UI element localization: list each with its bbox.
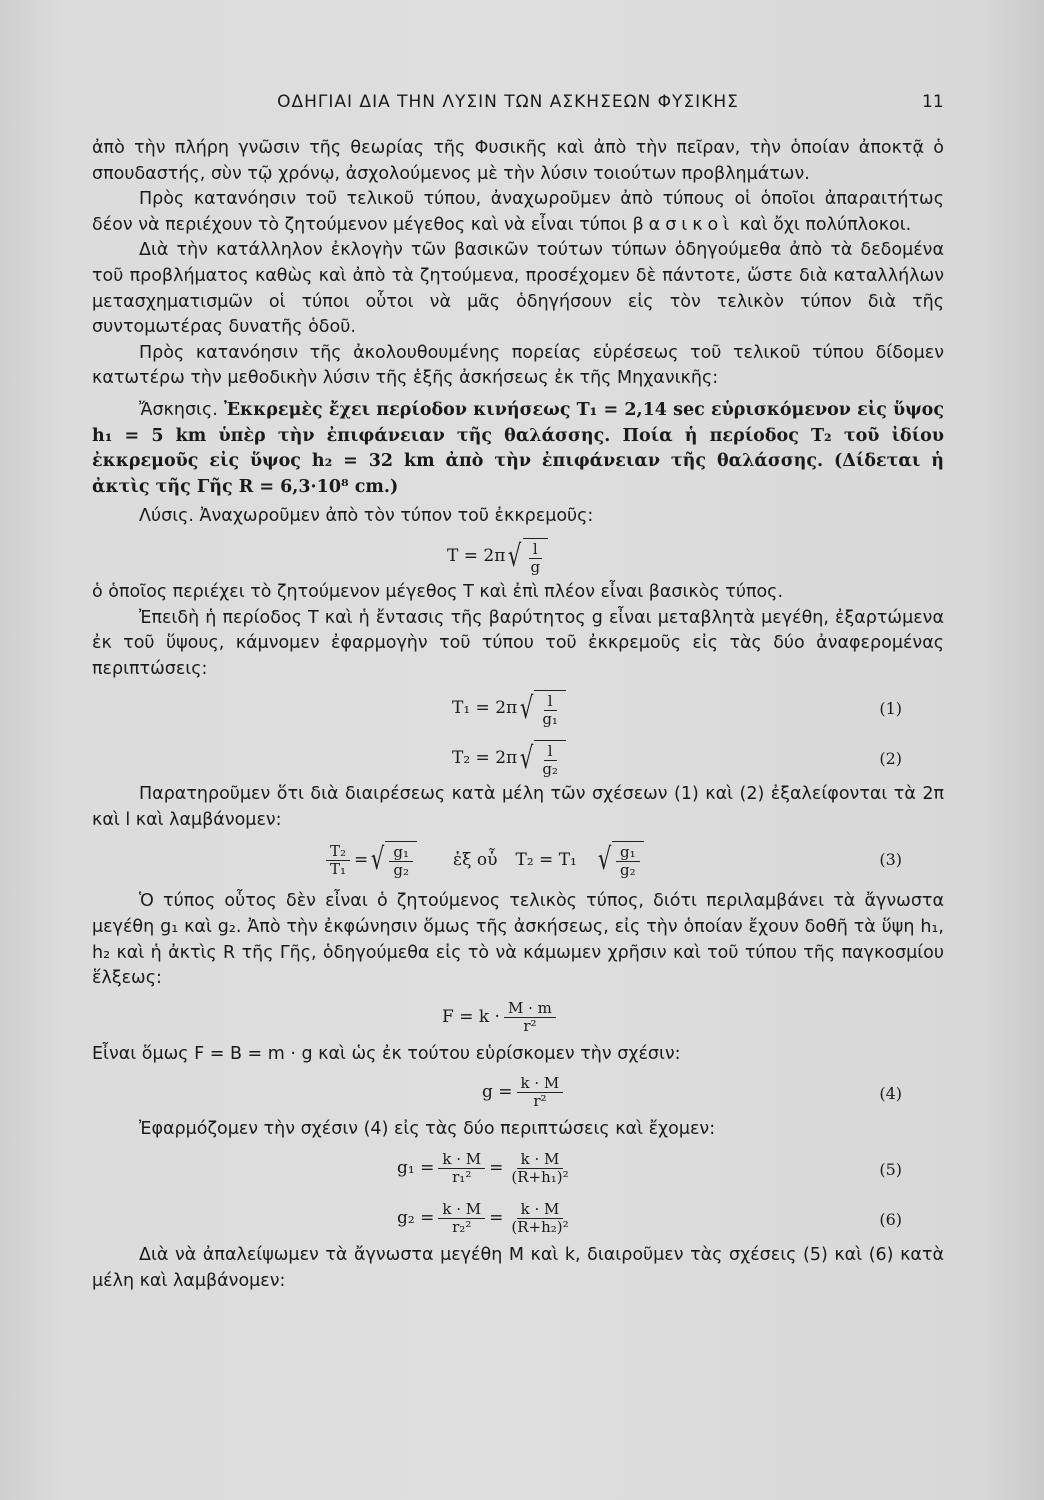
paragraph-text: καὶ ὄχι πολύπλοκοι. <box>739 214 912 235</box>
equation-lhs: F = k · <box>442 1006 500 1027</box>
equation-number: (1) <box>879 699 902 719</box>
fraction-denominator: g₂ <box>619 861 636 880</box>
equation-lhs: T₂ = 2π <box>452 748 518 769</box>
equals-sign: = <box>354 849 369 870</box>
exercise <box>92 398 944 500</box>
fraction-denominator: r² <box>533 1092 547 1111</box>
equals-sign: = <box>489 1207 504 1228</box>
paragraph: Διὰ νὰ ἀπαλείψωμεν τὰ ἄγνωστα μεγέθη M καὶ k, διαιροῦμεν τὰς σχέσεις (5) καὶ (6) κατὰ μέλη καὶ λαμβάνομεν: <box>92 1245 944 1291</box>
equation-lhs: T = 2π <box>447 546 506 567</box>
square-root: √ $\frac{l}{g}$ <box>505 538 548 576</box>
equation-6 <box>92 1193 944 1243</box>
running-header: ΟΔΗΓΙΑΙ ΔΙΑ ΤΗΝ ΛΥΣΙΝ ΤΩΝ ΑΣΚΗΣΕΩΝ ΦΥΣΙΚΗΣ <box>277 92 739 112</box>
fraction <box>517 1075 564 1110</box>
ratio-fraction <box>326 843 350 878</box>
fraction-numerator: M · m <box>504 1000 556 1018</box>
fraction-denominator: g₁ <box>542 710 558 729</box>
fraction-numerator: l <box>544 693 557 711</box>
exercise-text: Ἐκκρεμὲς ἔχει περίοδον κινήσεως T₁ = 2,14 sec εὑρισκόμενον εἰς ὕψος h₁ = 5 km ὑπὲρ τὴν ἐπιφάνειαν τῆς θαλάσσης. Ποία ἡ περίοδος T₂ τοῦ ἰδίου ἐκκρεμοῦς εἰς ὕψος h₂ = 32 km ἀπὸ τὴν ἐπιφάνειαν τῆς θαλάσσης. (Δίδεται ἡ ἀκτὶς τῆς Γῆς R = 6,3·10⁸ cm.) <box>92 399 944 497</box>
fraction-numerator: g₁ <box>389 844 413 862</box>
equation-lhs: g = <box>482 1082 513 1103</box>
fraction-denominator: T₁ <box>330 859 347 878</box>
square-root: √ $\frac{\text{g₁}}{\text{g₂}}$ <box>368 841 417 879</box>
square-root: √ $\frac{l}{\text{g₂}}$ <box>517 740 566 778</box>
equals-sign: = <box>489 1157 504 1178</box>
equation-number: (4) <box>879 1084 902 1104</box>
fraction <box>438 1151 485 1186</box>
fraction <box>507 1201 572 1236</box>
paragraph: Ἐφαρμόζομεν τὴν σχέσιν (4) εἰς τὰς δύο περιπτώσεις καὶ ἔχομεν: <box>139 1119 716 1140</box>
paragraph <box>92 187 944 238</box>
fraction-numerator: k · M <box>438 1151 485 1169</box>
fraction-numerator: k · M <box>438 1201 485 1219</box>
solution-label: Λύσις. <box>139 506 194 527</box>
fraction-numerator: k · M <box>517 1151 564 1169</box>
paragraph: Ἐπειδὴ ἡ περίοδος T καὶ ἡ ἔντασις τῆς βαρύτητος g εἶναι μεταβλητὰ μεγέθη, ἐξαρτώμενα ἐκ τοῦ ὕψους, κάμνομεν ἐφαρμογὴν τοῦ τύπου τοῦ ἐκκρεμοῦς εἰς τὰς δύο ἀναφερομένας περιπτώσεις: <box>92 607 944 679</box>
equation-connector: ἐξ οὗ <box>453 849 498 870</box>
equation-number: (5) <box>879 1160 902 1180</box>
paragraph: Εἶναι ὅμως F = B = m · g καὶ ὡς ἐκ τούτου εὑρίσκομεν τὴν σχέσιν: <box>92 1043 681 1064</box>
equation-3 <box>92 833 944 889</box>
fraction-denominator: g₂ <box>393 861 410 880</box>
square-root: √ $\frac{\text{g₁}}{\text{g₂}}$ <box>595 841 644 879</box>
equation-lhs: g₂ = <box>397 1207 435 1228</box>
square-root: √ $\frac{l}{\text{g₁}}$ <box>517 690 566 728</box>
paragraph-text: Πρὸς κατανόησιν τοῦ τελικοῦ τύπου, ἀναχωροῦμεν ἀπὸ τύπους οἱ ὁποῖοι ἀπαραιτήτως δέον νὰ περιέχουν τὸ ζητούμενον μέγεθος καὶ νὰ εἶναι τύποι <box>92 189 944 235</box>
paragraph: Παρατηροῦμεν ὅτι διὰ διαιρέσεως κατὰ μέλη τῶν σχέσεων (1) καὶ (2) ἐξαλείφονται τὰ 2π καὶ l καὶ λαμβάνομεν: <box>92 784 944 830</box>
equation-2 <box>92 732 944 782</box>
page-body <box>92 136 944 1294</box>
page-number: 11 <box>922 92 944 112</box>
spaced-emphasis: βασικοὶ <box>632 214 735 235</box>
fraction-numerator: l <box>529 541 542 559</box>
fraction-denominator: g₂ <box>542 760 558 779</box>
fraction <box>438 1201 485 1236</box>
paragraph: ἀπὸ τὴν πλήρη γνῶσιν τῆς θεωρίας τῆς Φυσικῆς καὶ ἀπὸ τὴν πεῖραν, τὴν ὁποίαν ἀποκτᾷ ὁ σπουδαστής, σὺν τῷ χρόνῳ, ἀσχολούμενος μὲ τὴν λύσιν τοιούτων προβλημάτων. <box>92 138 944 184</box>
fraction-denominator: r² <box>523 1016 537 1035</box>
equation-newton <box>92 992 944 1042</box>
fraction-denominator: r₁² <box>452 1168 472 1187</box>
equation-lhs: T₂ = T₁ <box>515 849 577 870</box>
fraction-numerator: T₂ <box>326 843 350 861</box>
paragraph: Πρὸς κατανόησιν τῆς ἀκολουθουμένης πορείας εὑρέσεως τοῦ τελικοῦ τύπου δίδομεν κατωτέρω τὴν μεθοδικὴν λύσιν τῆς ἑξῆς ἀσκήσεως ἐκ τῆς Μηχανικῆς: <box>92 342 944 389</box>
equation-lhs: T₁ = 2π <box>452 698 518 719</box>
fraction-denominator: (R+h₂)² <box>511 1218 569 1237</box>
equation-1 <box>92 682 944 732</box>
paragraph-text: Ἀναχωροῦμεν ἀπὸ τὸν τύπον τοῦ ἐκκρεμοῦς: <box>199 506 594 527</box>
exercise-label: Ἄσκησις. <box>139 399 218 420</box>
paragraph: Διὰ τὴν κατάλληλον ἐκλογὴν τῶν βασικῶν τούτων τύπων ὁδηγούμεθα ἀπὸ τὰ δεδομένα τοῦ προβλήματος καθὼς καὶ ἀπὸ τὰ ζητούμενα, προσέχομεν δὲ πάντοτε, ὥστε διὰ καταλλήλων μετασχηματισμῶν οἱ τύποι οὗτοι νὰ μᾶς ὁδηγήσουν εἰς τὸν τελικὸν τύπον διὰ τῆς συντομωτέρας δυνατῆς ὁδοῦ. <box>92 240 944 338</box>
equation-number: (6) <box>879 1210 902 1230</box>
equation-number: (2) <box>879 749 902 769</box>
paragraph: Ὁ τύπος οὗτος δὲν εἶναι ὁ ζητούμενος τελικὸς τύπος, διότι περιλαμβάνει τὰ ἄγνωστα μεγέθη g₁ καὶ g₂. Ἀπὸ τὴν ἐκφώνησιν ὅμως τῆς ἀσκήσεως, εἰς τὴν ὁποίαν ἔχουν δοθῆ τὰ ὕψη h₁, h₂ καὶ ἡ ἀκτὶς R τῆς Γῆς, ὁδηγούμεθα εἰς τὸ νὰ κάμωμεν χρῆσιν καὶ τοῦ τύπου τῆς παγκοσμίου ἕλξεως: <box>92 891 944 989</box>
fraction-numerator: l <box>544 743 557 761</box>
equation-number: (3) <box>879 850 902 870</box>
fraction <box>507 1151 572 1186</box>
solution-intro <box>92 504 944 530</box>
fraction-numerator: k · M <box>517 1201 564 1219</box>
equation-4 <box>92 1067 944 1117</box>
fraction-denominator: g <box>530 557 541 576</box>
equation-base <box>92 530 944 580</box>
equation-lhs: g₁ = <box>397 1157 435 1178</box>
fraction <box>504 1000 556 1035</box>
fraction-numerator: k · M <box>517 1075 564 1093</box>
fraction-denominator: r₂² <box>452 1218 472 1237</box>
fraction-numerator: g₁ <box>616 844 640 862</box>
paragraph: ὁ ὁποῖος περιέχει τὸ ζητούμενον μέγεθος T καὶ ἐπὶ πλέον εἶναι βασικὸς τύπος. <box>92 581 784 602</box>
fraction-denominator: (R+h₁)² <box>511 1168 569 1187</box>
equation-5 <box>92 1143 944 1193</box>
